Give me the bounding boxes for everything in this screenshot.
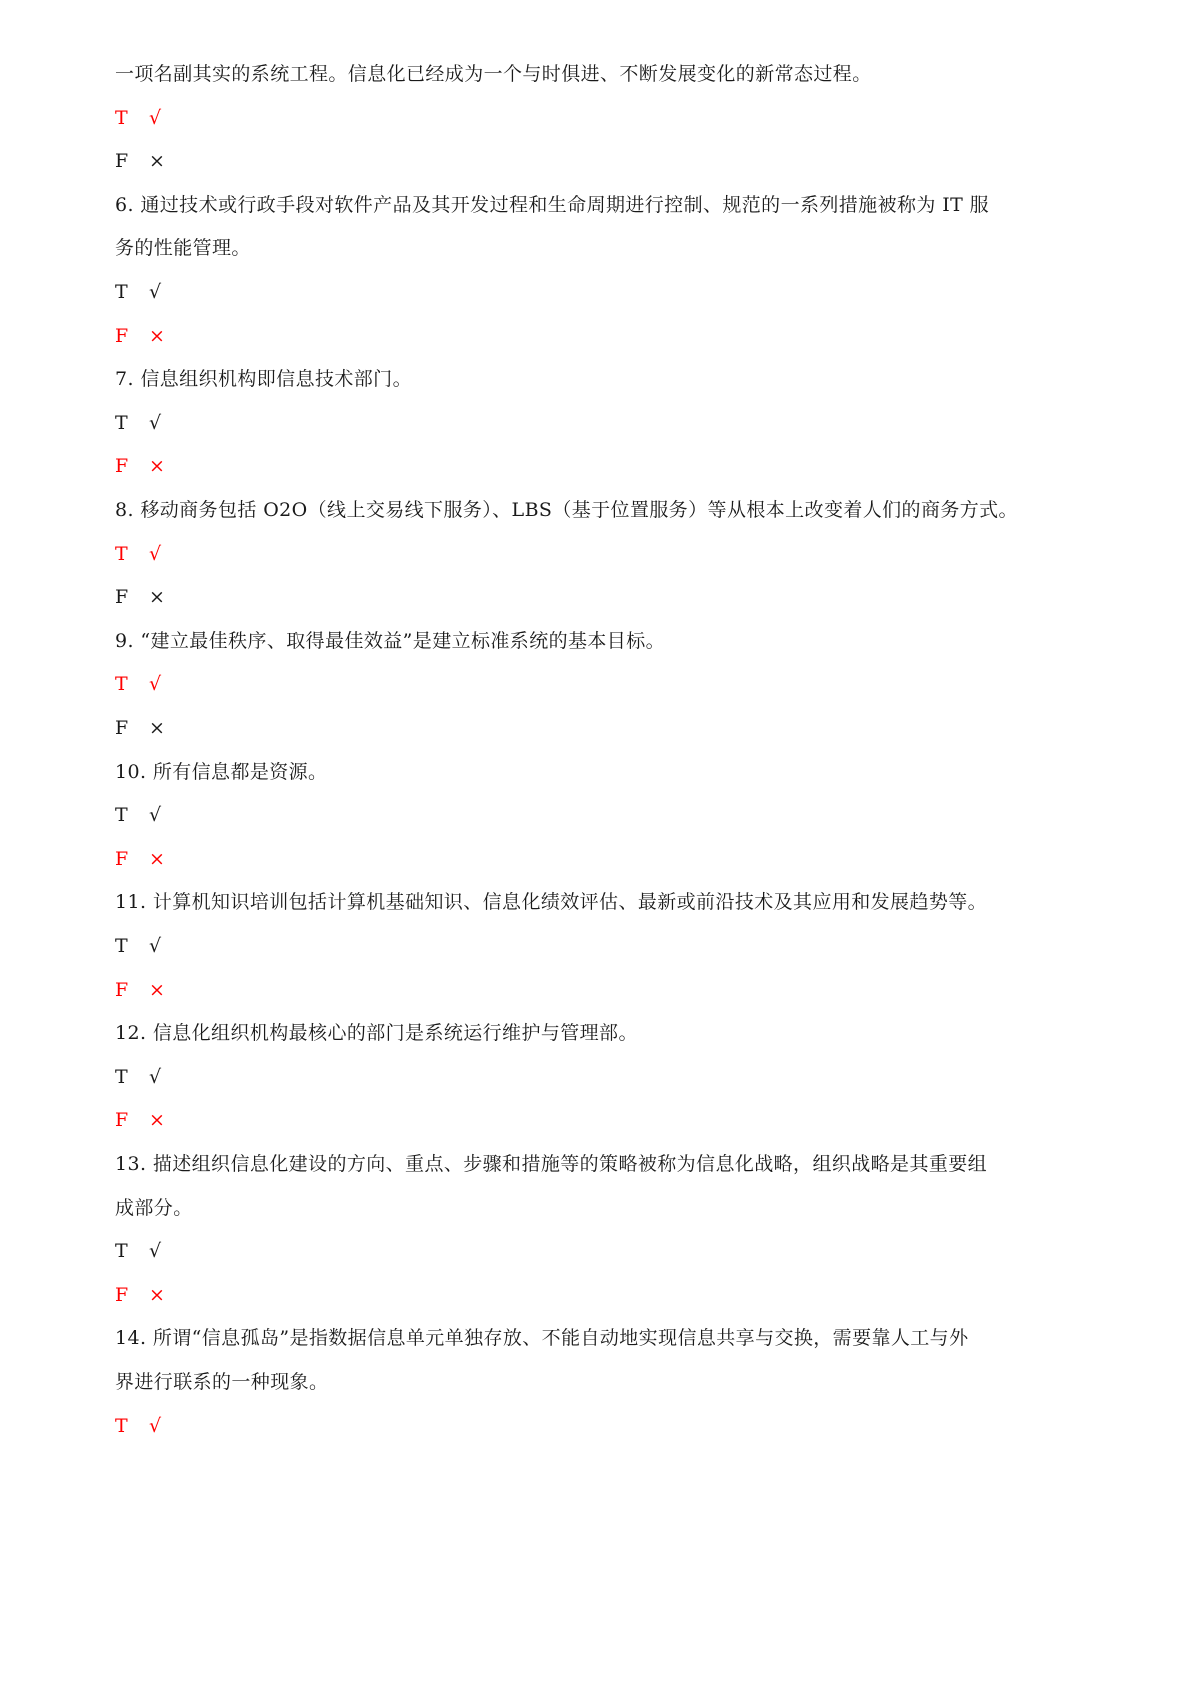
check-mark-icon: √ [149, 673, 162, 695]
option-letter: T [115, 673, 128, 695]
check-mark-icon: √ [149, 1240, 162, 1262]
question-text-line: 6. 通过技术或行政手段对软件产品及其开发过程和生命周期进行控制、规范的一系列措施被称为 IT 服 [115, 194, 990, 216]
cross-mark-icon: × [149, 717, 165, 739]
check-mark-icon: √ [149, 543, 162, 565]
option-letter: F [115, 979, 129, 1001]
question-text-line: 成部分。 [115, 1197, 193, 1219]
option-letter: T [115, 281, 128, 303]
check-mark-icon: √ [149, 935, 162, 957]
option-true [115, 280, 161, 304]
option-letter: T [115, 1240, 128, 1262]
question-text-line: 10. 所有信息都是资源。 [115, 761, 328, 783]
option-false [115, 149, 165, 173]
option-true [115, 411, 161, 435]
option-letter: F [115, 717, 129, 739]
option-false [115, 324, 165, 348]
option-true [115, 542, 161, 566]
option-letter: T [115, 804, 128, 826]
cross-mark-icon: × [149, 455, 165, 477]
question-text-line: 14. 所谓“信息孤岛”是指数据信息单元单独存放、不能自动地实现信息共享与交换，需要靠人工与外 [115, 1327, 969, 1349]
check-mark-icon: √ [149, 1066, 162, 1088]
question-text-line: 务的性能管理。 [115, 237, 251, 259]
cross-mark-icon: × [149, 848, 165, 870]
question-text-line: 8. 移动商务包括 O2O（线上交易线下服务）、LBS（基于位置服务）等从根本上改变着人们的商务方式。 [115, 499, 1018, 521]
cross-mark-icon: × [149, 1109, 165, 1131]
option-true [115, 1414, 161, 1438]
option-false [115, 847, 165, 871]
check-mark-icon: √ [149, 412, 162, 434]
cross-mark-icon: × [149, 325, 165, 347]
option-letter: F [115, 150, 129, 172]
option-letter: T [115, 412, 128, 434]
check-mark-icon: √ [149, 804, 162, 826]
option-true [115, 1239, 161, 1263]
option-false [115, 978, 165, 1002]
question-text-line: 13. 描述组织信息化建设的方向、重点、步骤和措施等的策略被称为信息化战略，组织战略是其重要组 [115, 1153, 988, 1175]
cross-mark-icon: × [149, 586, 165, 608]
question-text-line: 一项名副其实的系统工程。信息化已经成为一个与时俱进、不断发展变化的新常态过程。 [115, 63, 872, 85]
option-letter: F [115, 848, 129, 870]
question-text-line: 11. 计算机知识培训包括计算机基础知识、信息化绩效评估、最新或前沿技术及其应用和发展趋势等。 [115, 891, 988, 913]
option-true [115, 934, 161, 958]
option-false [115, 454, 165, 478]
question-text-line: 界进行联系的一种现象。 [115, 1371, 329, 1393]
option-letter: T [115, 1066, 128, 1088]
question-text-line: 12. 信息化组织机构最核心的部门是系统运行维护与管理部。 [115, 1022, 638, 1044]
cross-mark-icon: × [149, 150, 165, 172]
option-false [115, 1108, 165, 1132]
question-text-line: 7. 信息组织机构即信息技术部门。 [115, 368, 412, 390]
option-false [115, 585, 165, 609]
cross-mark-icon: × [149, 1284, 165, 1306]
option-true [115, 672, 161, 696]
option-letter: T [115, 543, 128, 565]
option-true [115, 1065, 161, 1089]
check-mark-icon: √ [149, 1415, 162, 1437]
option-letter: F [115, 455, 129, 477]
check-mark-icon: √ [149, 281, 162, 303]
question-text-line: 9. “建立最佳秩序、取得最佳效益”是建立标准系统的基本目标。 [115, 630, 665, 652]
option-letter: F [115, 325, 129, 347]
option-letter: T [115, 107, 128, 129]
cross-mark-icon: × [149, 979, 165, 1001]
option-true [115, 803, 161, 827]
option-letter: F [115, 586, 129, 608]
option-false [115, 1283, 165, 1307]
option-letter: F [115, 1284, 129, 1306]
option-letter: F [115, 1109, 129, 1131]
option-true [115, 106, 161, 130]
option-false [115, 716, 165, 740]
option-letter: T [115, 1415, 128, 1437]
option-letter: T [115, 935, 128, 957]
check-mark-icon: √ [149, 107, 162, 129]
